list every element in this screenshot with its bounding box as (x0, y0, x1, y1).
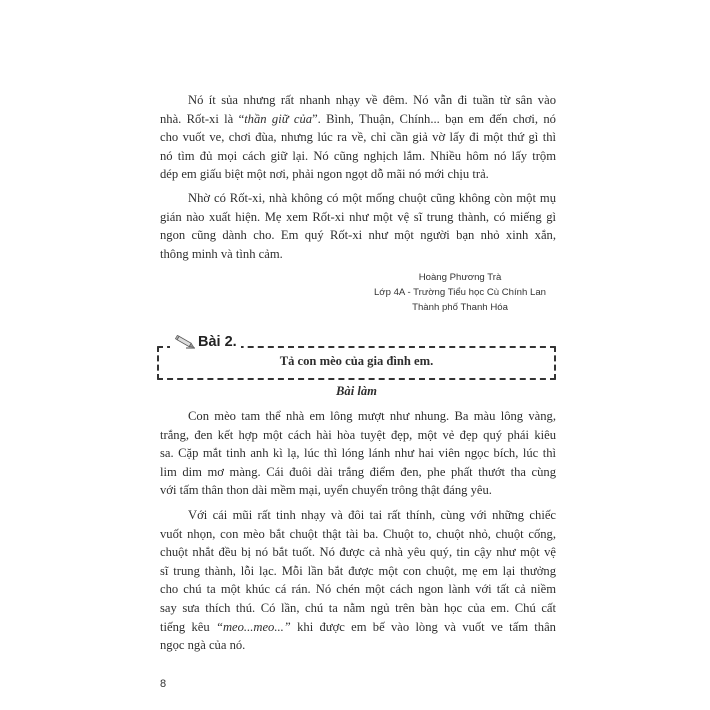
text-line (160, 525, 556, 544)
text-segment: khi được em bế vào lòng và vuốt ve tấm thân (290, 619, 556, 634)
text-line (160, 562, 556, 581)
text-line (160, 407, 556, 426)
text-segment: với tấm thân thon dài mềm mại, uyển chuyển trông thật đáng yêu. (160, 483, 492, 498)
exercise-number: Bài 2. (198, 334, 237, 350)
text-line (160, 245, 556, 264)
answer-heading: Bài làm (336, 384, 377, 398)
author-city: Thành phố Thanh Hóa (412, 302, 508, 313)
italic-segment: “meo...meo...” (215, 619, 291, 634)
text-segment: gián nào xuất hiện. Mẹ xem Rốt-xi như một vệ sĩ trung thành, có miếng gì (160, 209, 556, 224)
text-line (160, 110, 556, 129)
text-line (160, 618, 556, 637)
text-line (160, 189, 556, 208)
text-segment: tiếng kêu (160, 619, 216, 634)
text-segment: trắng, đen kết hợp một cách hài hòa tuyệt đẹp, một vẻ đẹp quý phái kiêu (160, 427, 556, 442)
text-line (160, 636, 556, 655)
paragraph-4 (160, 506, 556, 655)
text-segment: cho chú ta một khúc cá rán. Nó chén một cách ngon lành với tất cả niềm (160, 582, 556, 597)
text-line (160, 426, 556, 445)
text-line (160, 147, 556, 166)
text-segment: Với cái mũi rất tinh nhạy và đôi tai rất thính, cùng với những chiếc (188, 508, 556, 522)
text-line (160, 226, 556, 245)
page-number: 8 (160, 678, 167, 690)
exercise-prompt: Tả con mèo của gia đình em. (279, 354, 434, 368)
text-line (160, 208, 556, 227)
paragraph-1 (160, 91, 556, 184)
text-segment: ”. Bình, Thuận, Chính... bạn em đến chơi, nó (312, 111, 556, 126)
text-segment: chuột nhắt đều bị nó bắt tuốt. Nó được cả nhà yêu quý, tin cậy như một vệ (160, 545, 556, 560)
pen-icon (174, 335, 196, 349)
text-line (160, 580, 556, 599)
text-line (160, 165, 556, 184)
text-segment: lim dim mơ màng. Cái đuôi dài trắng điểm đen, phe phất thướt tha cùng (160, 464, 556, 479)
text-segment: Nó ít sủa nhưng rất nhanh nhạy về đêm. Nó vẫn đi tuần từ sân vào (188, 93, 556, 107)
author-school: Lớp 4A - Trường Tiểu học Cù Chính Lan (373, 287, 547, 298)
text-segment: Con mèo tam thể nhà em lông mượt như nhung. Ba màu lông vàng, (188, 409, 556, 423)
text-line (160, 128, 556, 147)
text-segment: nó tìm đủ mọi cách giữ lại. Nó cũng nghịch lắm. Nhiều hôm nó lấy trộm (160, 148, 556, 163)
author-name: Hoàng Phương Trà (418, 272, 502, 283)
paragraph-3 (160, 407, 556, 500)
text-line (160, 463, 556, 482)
text-segment: Nhờ có Rốt-xi, nhà không có một mống chuột cũng không còn một mụ (188, 191, 556, 205)
text-segment: sa. Cặp mắt tinh anh kì lạ, lúc thì lóng lánh như hai viên ngọc bích, lúc thì (160, 446, 556, 461)
text-segment: cho vuốt ve, chơi đùa, nhưng lúc ra về, chỉ cần giả vờ lấy đi một thứ gì thì (160, 130, 556, 145)
text-segment: ngọc ngà của nó. (160, 638, 246, 653)
exercise-label (170, 334, 241, 350)
italic-segment: thần giữ của (244, 111, 313, 126)
text-line (160, 91, 556, 110)
text-line (160, 506, 556, 525)
text-segment: vuốt nhọn, con mèo bắt chuột thật tài ba. Chuột to, chuột nhỏ, chuột cống, (160, 526, 556, 541)
text-segment: ngon cũng dành cho. Em quý Rốt-xi như một người bạn nhỏ xinh xắn, (160, 228, 556, 243)
text-line (160, 444, 556, 463)
text-segment: dép em giấu biệt một nơi, phải ngon ngọt dỗ mãi nó mới chịu trả. (160, 167, 489, 182)
text-segment: nhà. Rốt-xi là “ (160, 111, 245, 126)
text-line (160, 481, 556, 500)
text-line (160, 599, 556, 618)
text-line (160, 543, 556, 562)
signature (360, 270, 560, 315)
text-segment: say sưa thích thú. Có lần, chú ta nằm ngủ trên bàn học của em. Chú cất (160, 600, 556, 615)
text-segment: sĩ trung thành, lỗi lạc. Mỗi lần bắt được một con chuột, mẹ em lại thưởng (160, 563, 556, 578)
paragraph-2 (160, 189, 556, 263)
text-segment: thông minh và tình cảm. (160, 246, 283, 261)
